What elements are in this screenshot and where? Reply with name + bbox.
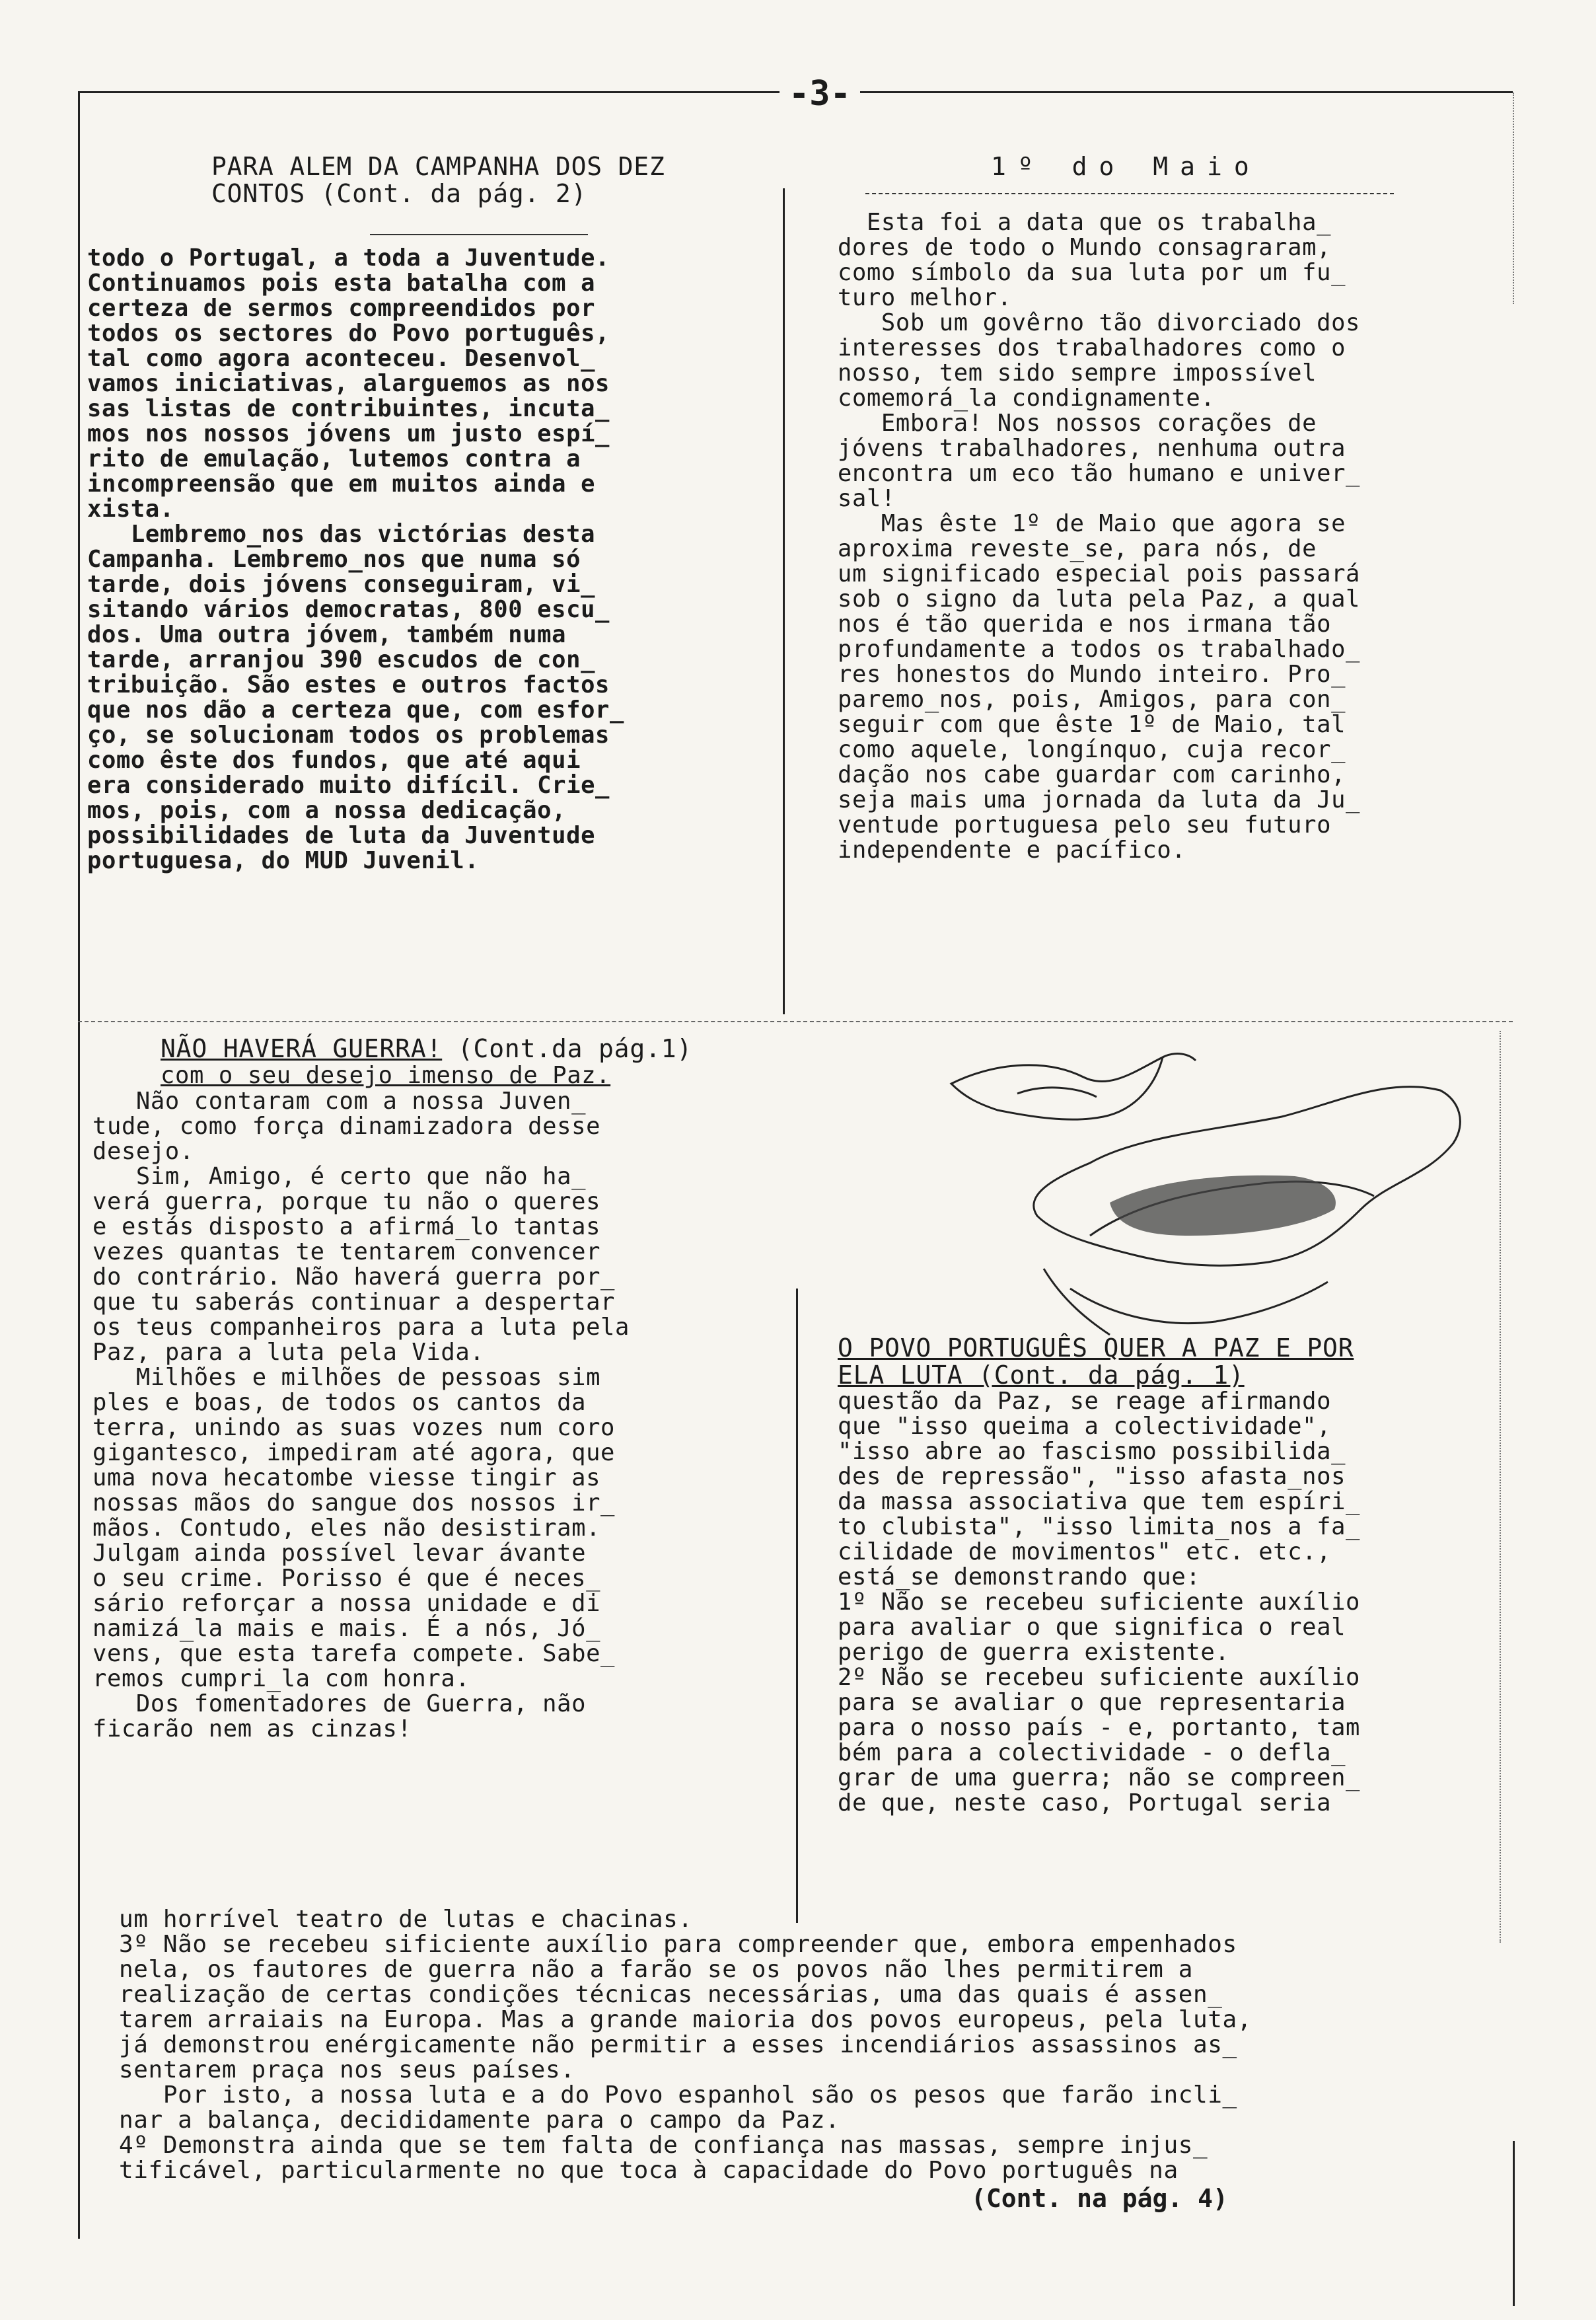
right-rule	[1513, 93, 1514, 304]
column-divider-bottom	[796, 1289, 798, 1923]
article1-title: PARA ALEM DA CAMPANHA DOS DEZ CONTOS (Cont. da pág. 2)	[211, 152, 665, 208]
article3-first-line: com o seu desejo imenso de Paz.	[161, 1062, 611, 1089]
article3-body: Não contaram com a nossa Juven_ tude, como força dinamizadora desse desejo. Sim, Amigo, é certo que não ha_ verá guerra, porque tu não o queres e estás disposto a afirmá_lo tantas vezes quantas te tentarem convencer do contrário. Não haverá guerra por_ que tu saberás continuar a despertar os teus companheiros para a luta pela Paz, para a luta pela Vida. Milhões e milhões de pessoas sim ples e boas, de todos os cantos da terra, unindo as suas vozes num coro gigantesco, impediram até agora, que uma nova hecatombe viesse tingir as nossas mãos do sangue dos nossos ir_ mãos. Contudo, eles não desistiram. Julgam ainda possível levar ávante o seu crime. Porisso é que é neces_ sário reforçar a nossa unidade e di namizá_la mais e mais. É a nós, Jó_ vens, que esta tarefa compete. Sabe_ remos cumpri_la com honra. Dos fomentadores de Guerra, não ficarão nem as cinzas!	[92, 1088, 630, 1742]
article3-heading	[161, 1035, 692, 1063]
article3-title: NÃO HAVERÁ GUERRA!	[161, 1034, 443, 1063]
page-number: -3-	[780, 74, 860, 114]
left-rule	[78, 91, 80, 2239]
right-divider-bottom	[1500, 1031, 1501, 1943]
horizontal-divider	[78, 1021, 1513, 1022]
article4-body: questão da Paz, se reage afirmando que "isso queima a colectividade", "isso abre ao fascismo possibilida_ des de repressão", "isso afasta_nos da massa associativa que tem espíri_ to clubista", "isso limita_nos a fa_ cilidade de movimentos" etc. etc., está_se demonstrando que: 1º Não se recebeu suficiente auxílio para avaliar o que significa o real perigo de guerra existente. 2º Não se recebeu suficiente auxílio para se avaliar o que representaria para o nosso país - e, portanto, tam bém para a colectividade - o defla_ grar de uma guerra; não se compreen_ de que, neste caso, Portugal seria	[838, 1388, 1361, 1816]
article3-title-cont: (Cont.da pág.1)	[442, 1034, 693, 1063]
article2-separator	[865, 193, 1394, 194]
article4-bottom: um horrível teatro de lutas e chacinas. 3º Não se recebeu sificiente auxílio para compreender que, embora empenhados nela, os fautores de guerra não a farão se os povos não lhes permitirem a realização de certas condições técnicas necessárias, uma das quais é assen_ tarem arraiais na Europa. Mas a grande maioria dos povos europeus, pela luta, já demonstrou enérgicamente não permitir a esses incendiários assassinos as_ sentarem praça nos seus países. Por isto, a nossa luta e a do Povo espanhol são os pesos que farão incli_ nar a balança, decididamente para o campo da Paz. 4º Demonstra ainda que se tem falta de confiança nas massas, sempre injus_ tificável, particularmente no que toca à capacidade do Povo português na	[119, 1906, 1252, 2184]
dove-map-illustration	[938, 1037, 1480, 1348]
right-rule-bottom	[1513, 2141, 1515, 2306]
continued-note: (Cont. na pág. 4)	[971, 2184, 1228, 2213]
article2-title: 1º do Maio	[991, 152, 1261, 181]
article1-separator	[370, 234, 588, 235]
column-divider-top	[783, 188, 785, 1014]
article4-title: O POVO PORTUGUÊS QUER A PAZ E POR ELA LUTA (Cont. da pág. 1)	[838, 1333, 1354, 1390]
article1-body: todo o Portugal, a toda a Juventude. Continuamos pois esta batalha com a certeza de sermos compreendidos por todos os sectores do Povo português, tal como agora aconteceu. Desenvol_ vamos iniciativas, alarguemos as nos sas listas de contribuintes, incuta_ mos nos nossos jóvens um justo espí_ rito de emulação, lutemos contra a incompreensão que em muitos ainda e xista. Lembremo_nos das victórias desta Campanha. Lembremo_nos que numa só tarde, dois jóvens conseguiram, vi_ sitando vários democratas, 800 escu_ dos. Uma outra jóvem, também numa tarde, arranjou 390 escudos de con_ tribuição. São estes e outros factos que nos dão a certeza que, com esfor_ ço, se solucionam todos os problemas como êste dos fundos, que até aqui era considerado muito difícil. Crie_ mos, pois, com a nossa dedicação, possibilidades de luta da Juventude portuguesa, do MUD Juvenil.	[87, 244, 624, 874]
article2-body: Esta foi a data que os trabalha_ dores de todo o Mundo consagraram, como símbolo da sua luta por um fu_ turo melhor. Sob um govêrno tão divorciado dos interesses dos trabalhadores como o nosso, tem sido sempre impossível comemorá_la condignamente. Embora! Nos nossos corações de jóvens trabalhadores, nenhuma outra encontra um eco tão humano e univer_ sal! Mas êste 1º de Maio que agora se aproxima reveste_se, para nós, de um significado especial pois passará sob o signo da luta pela Paz, a qual nos é tão querida e nos irmana tão profundamente a todos os trabalhado_ res honestos do Mundo inteiro. Pro_ paremo_nos, pois, Amigos, para con_ seguir com que êste 1º de Maio, tal como aquele, longínquo, cuja recor_ dação nos cabe guardar com carinho, seja mais uma jornada da luta da Ju_ ventude portuguesa pelo seu futuro independente e pacífico.	[838, 209, 1361, 864]
